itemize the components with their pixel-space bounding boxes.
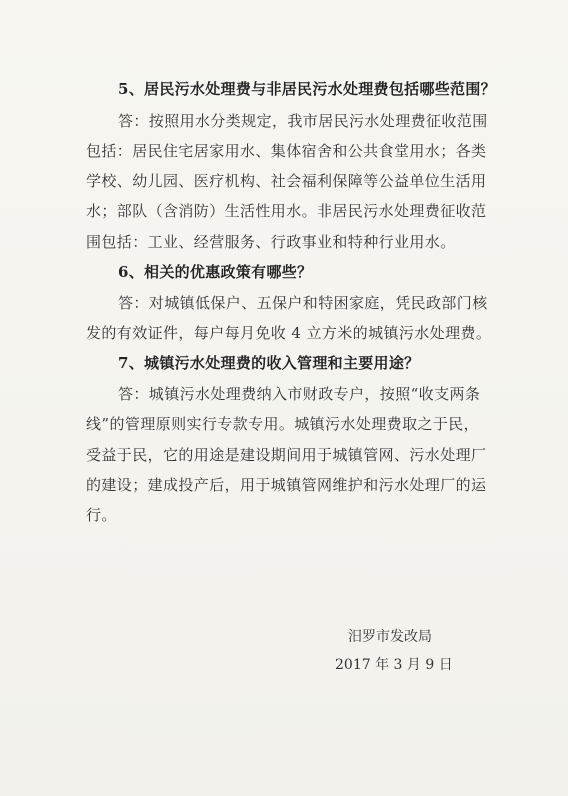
q6-line-1: 答：对城镇低保户、五保户和特困家庭，凭民政部门核 [118,294,488,312]
q5-line-3: 学校、幼儿园、医疗机构、社会福利保障等公益单位生活用 [86,172,487,190]
q5-line-2: 包括：居民住宅居家用水、集体宿舍和公共食堂用水；各类 [86,142,487,160]
q7-line-3: 受益于民，它的用途是建设期间用于城镇管网、污水处理厂 [86,446,487,464]
question-6-title: 6、相关的优惠政策有哪些？ [118,263,313,281]
issue-date: 2017 年 3 月 9 日 [335,657,453,673]
q7-line-4: 的建设；建成投产后，用于城镇管网维护和污水处理厂的运 [86,476,487,494]
q5-line-5: 围包括：工业、经营服务、行政事业和特种行业用水。 [86,233,456,251]
q5-line-4: 水；部队（含消防）生活性用水。非居民污水处理费征收范 [86,202,487,220]
q7-line-5: 行。 [86,506,117,524]
question-5-title: 5、居民污水处理费与非居民污水处理费包括哪些范围？ [118,80,496,98]
q5-line-1: 答：按照用水分类规定，我市居民污水处理费征收范围 [118,112,488,130]
q7-line-1: 答：城镇污水处理费纳入市财政专户，按照“收支两条 [118,385,481,403]
q6-line-2: 发的有效证件，每户每月免收 4 立方米的城镇污水处理费。 [86,324,492,342]
q7-line-2: 线”的管理原则实行专款专用。城镇污水处理费取之于民， [86,415,480,433]
question-7-title: 7、城镇污水处理费的收入管理和主要用途？ [118,354,420,372]
issuing-organization: 汨罗市发改局 [348,629,432,645]
